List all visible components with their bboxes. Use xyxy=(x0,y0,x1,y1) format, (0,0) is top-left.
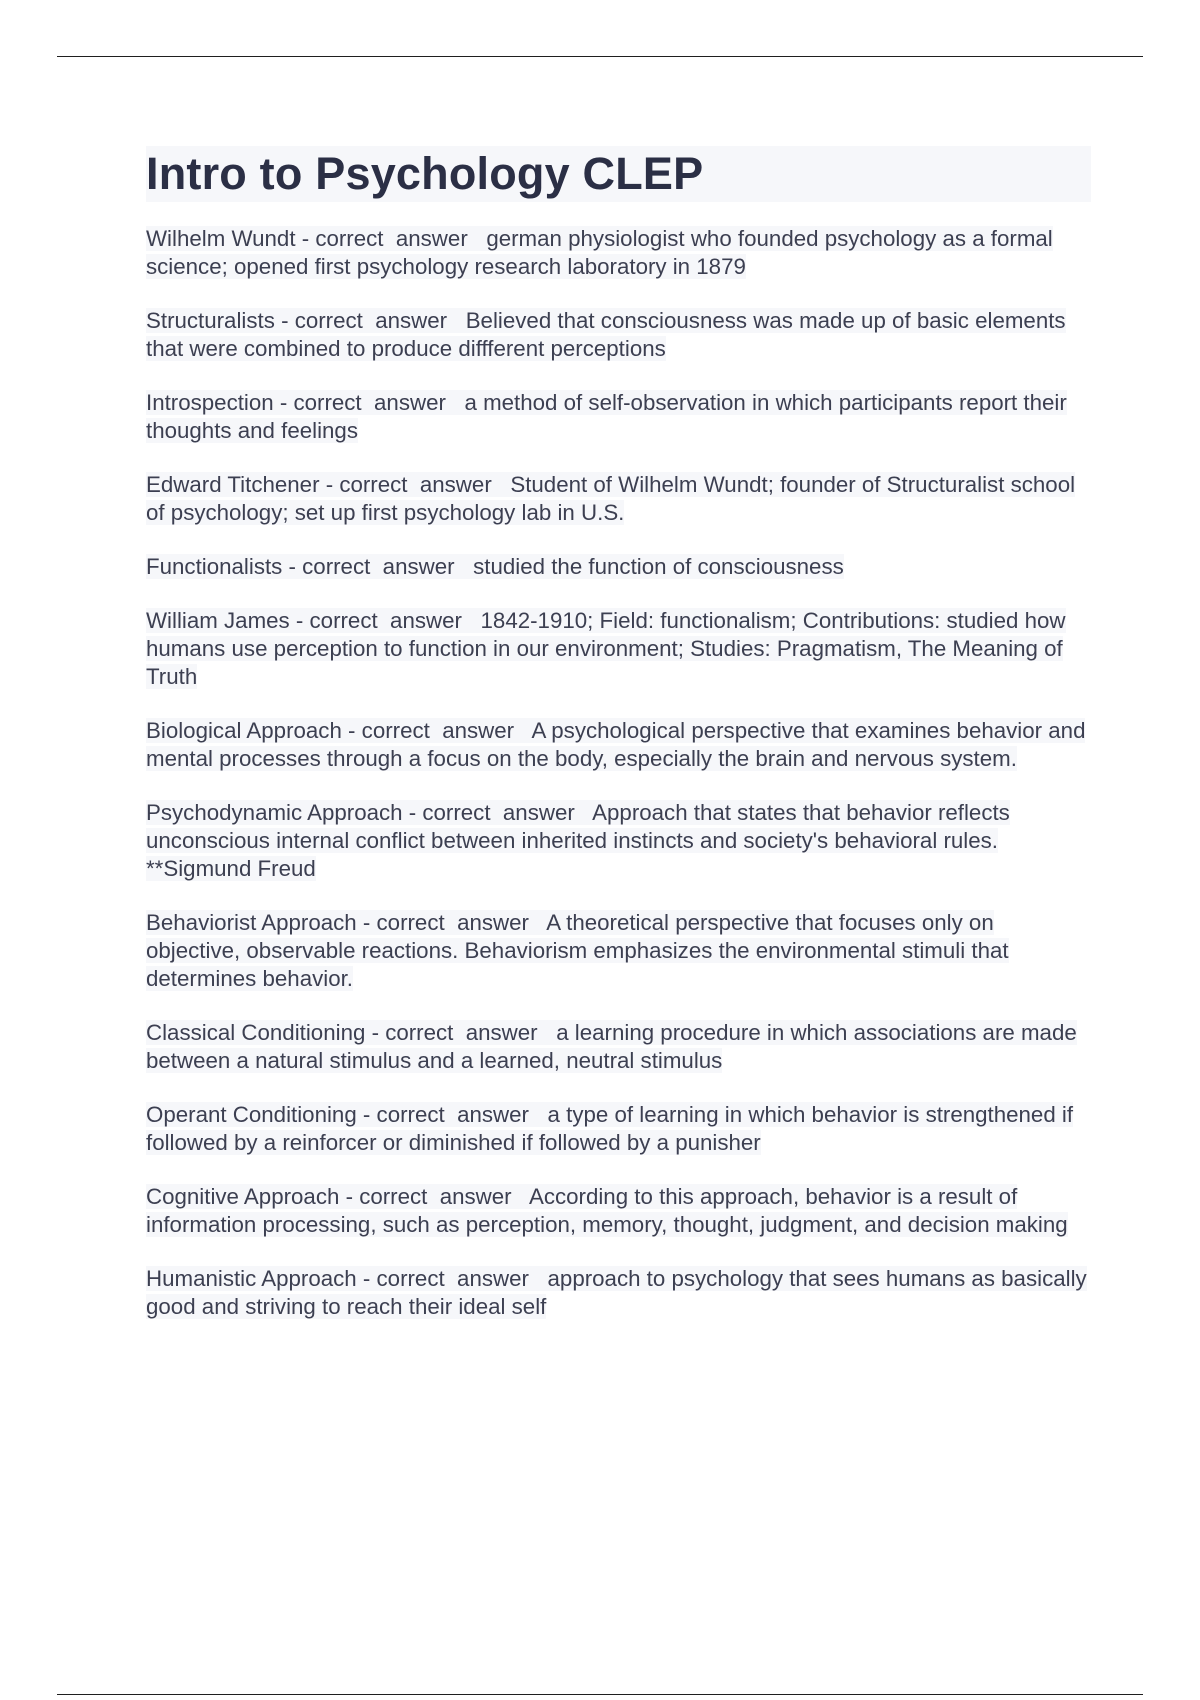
entry-separator: - correct answer xyxy=(282,554,474,579)
document-body xyxy=(146,146,1091,1347)
entry-term: Functionalists xyxy=(146,554,283,579)
flashcard-entry xyxy=(146,471,1091,527)
flashcard-text xyxy=(146,308,1066,361)
entry-definition: a type of learning in which behavior is strengthened if followed by a reinforcer or diminished if followed by a punisher xyxy=(146,1102,1074,1155)
entry-separator: - correct answer xyxy=(356,1102,548,1127)
entry-definition: a method of self-observation in which participants report their thoughts and feelings xyxy=(146,390,1067,443)
flashcard-entry xyxy=(146,717,1091,773)
entry-term: Psychodynamic Approach xyxy=(146,800,403,825)
flashcard-entry xyxy=(146,799,1091,883)
flashcard-entry xyxy=(146,389,1091,445)
flashcard-text xyxy=(146,226,1053,279)
entry-definition: Approach that states that behavior reflects unconscious internal conflict between inherited instincts and society's behavioral rules. **Sigmund Freud xyxy=(146,800,1010,881)
entry-separator: - correct answer xyxy=(365,1020,557,1045)
flashcard-entry xyxy=(146,553,1091,581)
entry-definition: german physiologist who founded psychology as a formal science; opened first psychology research laboratory in 1879 xyxy=(146,226,1053,279)
entry-separator: - correct answer xyxy=(274,308,466,333)
flashcard-entry xyxy=(146,225,1091,281)
entry-term: Wilhelm Wundt xyxy=(146,226,296,251)
entry-term: Classical Conditioning xyxy=(146,1020,366,1045)
entry-term: Operant Conditioning xyxy=(146,1102,357,1127)
flashcard-text xyxy=(146,800,1010,881)
entry-term: Structuralists xyxy=(146,308,275,333)
flashcard-entry xyxy=(146,1265,1091,1321)
flashcard-entry xyxy=(146,1019,1091,1075)
entry-definition: Believed that consciousness was made up of basic elements that were combined to produce diffferent perceptions xyxy=(146,308,1066,361)
flashcard-entry xyxy=(146,307,1091,363)
entry-term: Introspection xyxy=(146,390,274,415)
entry-separator: - correct answer xyxy=(289,608,481,633)
entry-definition: studied the function of consciousness xyxy=(473,554,844,579)
entry-separator: - correct answer xyxy=(319,472,511,497)
entry-separator: - correct answer xyxy=(339,1184,529,1209)
page-top-rule xyxy=(57,56,1143,57)
entry-separator: - correct answer xyxy=(295,226,487,251)
flashcard-text xyxy=(146,1102,1073,1155)
entry-term: Edward Titchener xyxy=(146,472,320,497)
entry-separator: - correct answer xyxy=(356,910,547,935)
flashcard-text xyxy=(146,608,1066,689)
entry-definition: According to this approach, behavior is a result of information processing, such as perception, memory, thought, judgment, and decision making xyxy=(146,1184,1068,1237)
entry-term: Cognitive Approach xyxy=(146,1184,340,1209)
entry-term: William James xyxy=(146,608,290,633)
entry-definition: Student of Wilhelm Wundt; founder of Structuralist school of psychology; set up first psychology lab in U.S. xyxy=(146,472,1076,525)
flashcard-entry xyxy=(146,1101,1091,1157)
flashcard-entry xyxy=(146,909,1091,993)
document-title: Intro to Psychology CLEP xyxy=(146,146,1091,202)
flashcard-text xyxy=(146,390,1067,443)
entry-definition: A theoretical perspective that focuses only on objective, observable reactions. Behaviorism emphasizes the environmental stimuli that determines behavior. xyxy=(146,910,1009,991)
entry-definition: approach to psychology that sees humans as basically good and striving to reach their ideal self xyxy=(146,1266,1087,1319)
flashcard-entry xyxy=(146,1183,1091,1239)
entry-separator: - correct answer xyxy=(341,718,532,743)
flashcard-text xyxy=(146,718,1085,771)
entry-term: Humanistic Approach xyxy=(146,1266,357,1291)
flashcard-text xyxy=(146,1184,1068,1237)
entry-term: Biological Approach xyxy=(146,718,342,743)
entry-definition: a learning procedure in which associations are made between a natural stimulus and a learned, neutral stimulus xyxy=(146,1020,1077,1073)
flashcard-text xyxy=(146,554,844,579)
entry-separator: - correct answer xyxy=(273,390,465,415)
entry-separator: - correct answer xyxy=(356,1266,548,1291)
entry-definition: 1842-1910; Field: functionalism; Contributions: studied how humans use perception to function in our environment; Studies: Pragmatism, The Meaning of Truth xyxy=(146,608,1066,689)
entry-term: Behaviorist Approach xyxy=(146,910,357,935)
entry-separator: - correct answer xyxy=(402,800,593,825)
flashcard-text xyxy=(146,472,1075,525)
flashcard-text xyxy=(146,910,1009,991)
entry-definition: A psychological perspective that examines behavior and mental processes through a focus on the body, especially the brain and nervous system. xyxy=(146,718,1086,771)
flashcard-text xyxy=(146,1020,1077,1073)
flashcard-entry xyxy=(146,607,1091,691)
page-bottom-rule xyxy=(57,1694,1143,1695)
flashcard-text xyxy=(146,1266,1087,1319)
